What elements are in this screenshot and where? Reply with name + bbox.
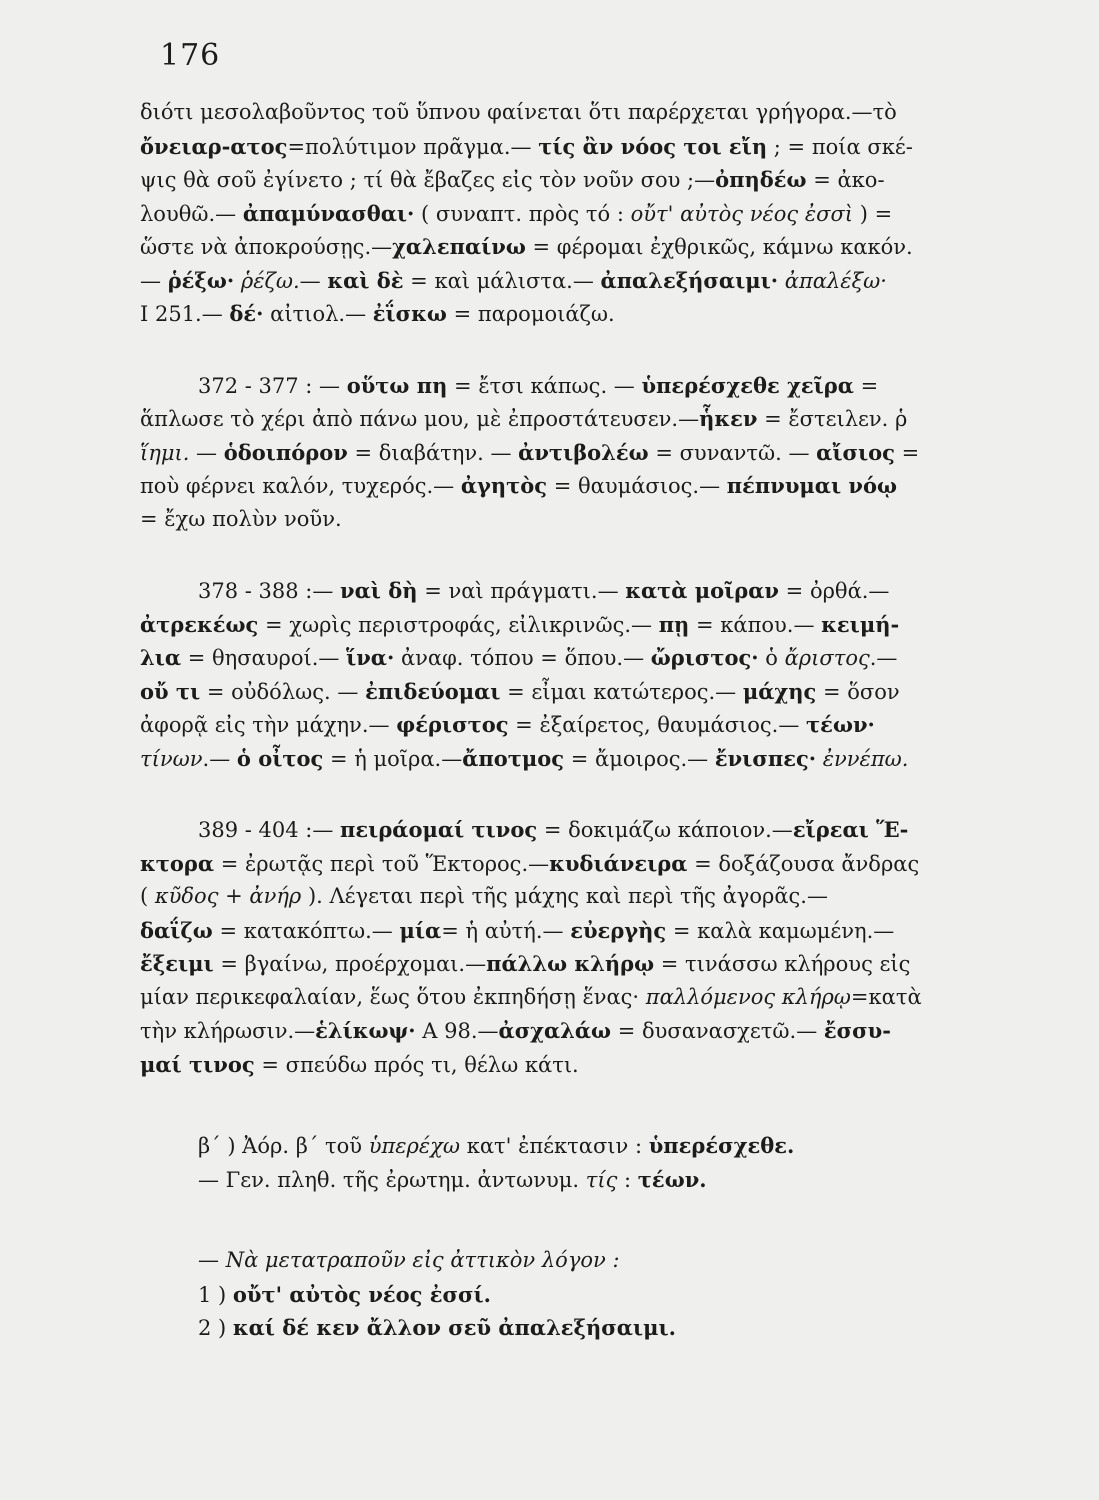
gloss-text: 389 - 404 :—: [198, 818, 341, 842]
gloss-text: 378 - 388 :—: [198, 579, 341, 603]
headword: ὁ οἶτος: [236, 745, 324, 771]
headword: δέ·: [229, 301, 264, 326]
gloss-text: Ι 251.—: [140, 302, 230, 326]
text-line: [140, 914, 1020, 948]
citation: ἀπαλέξω·: [784, 268, 887, 293]
headword: φέριστος: [396, 712, 509, 737]
gloss-text: =πολύτιμον πρᾶγμα.—: [287, 134, 539, 159]
headword: εἴρεαι Ἕ-: [792, 817, 909, 842]
gloss-text: = θαυμάσιος.—: [547, 474, 727, 498]
gloss-text: = ἀκο-: [806, 168, 885, 192]
gloss-text: = ὀρθά.—: [779, 579, 890, 603]
gloss-text: = βγαίνω, προέρχομαι.—: [213, 952, 487, 976]
headword: ἧκεν: [699, 406, 758, 431]
paragraph: [140, 1244, 1020, 1345]
gloss-text: = ἔτσι κάπως. —: [447, 373, 642, 398]
headword: λια: [140, 645, 182, 670]
text-line: [140, 1278, 1020, 1312]
commentary-body: [140, 96, 1020, 1345]
headword: ἵνα·: [346, 645, 395, 670]
citation: οὔτ' αὐτὸς νέος ἐσσὶ: [630, 201, 854, 226]
text-line: [140, 436, 1020, 470]
text-line: [140, 264, 1020, 298]
gloss-text: — Γεν. πληθ. τῆς ἐρωτημ. ἀντωνυμ.: [198, 1167, 586, 1192]
headword: ἐπιδεύομαι: [365, 678, 501, 704]
gloss-text: β΄ ) Ἀόρ. β΄ τοῦ: [198, 1134, 369, 1158]
text-line: [140, 1014, 1020, 1048]
paragraph: [140, 574, 1020, 775]
gloss-text: = καὶ μάλιστα.—: [403, 268, 601, 293]
gloss-text: :: [617, 1167, 638, 1192]
headword: πάλλω κλήρῳ: [486, 951, 655, 976]
headword: ἐΐσκω: [372, 301, 447, 326]
citation: ὑπερέχω: [368, 1134, 461, 1158]
gloss-text: = ἡ μοῖρα.—: [323, 746, 463, 771]
headword: ὁδοιπόρον: [223, 439, 348, 465]
text-line: [140, 1163, 1020, 1197]
text-line: [140, 130, 1020, 164]
citation: Νὰ μετατραποῦν εἰς ἀττικὸν λόγον :: [225, 1248, 620, 1272]
text-line: [140, 1311, 1020, 1345]
gloss-text: = συναντῶ. —: [648, 440, 817, 465]
text-line: [140, 1048, 1020, 1082]
gloss-text: =: [853, 373, 879, 398]
citation: τίνων: [140, 746, 203, 771]
gloss-text: ἀναφ. τόπου = ὅπου.—: [394, 646, 651, 670]
paragraph-gap: [140, 1196, 1020, 1244]
headword: καὶ δὲ: [327, 267, 404, 293]
gloss-text: ( συναπτ. πρὸς τό :: [414, 201, 631, 226]
citation: κῦδος + ἀνήρ: [154, 884, 302, 908]
headword: κυδιάνειρα: [549, 850, 688, 876]
headword: καί δέ κεν ἄλλον σεῦ ἀπαλεξήσαιμι.: [232, 1315, 676, 1340]
gloss-text: = σπεύδω πρός τι, θέλω κάτι.: [254, 1052, 579, 1077]
gloss-text: αἰτιολ.—: [263, 302, 373, 326]
citation: ἐννέπω.: [822, 746, 909, 771]
gloss-text: = ἐξαίρετος, θαυμάσιος.—: [508, 713, 807, 737]
headword: μαί τινος: [140, 1051, 255, 1077]
page-number: 176: [160, 38, 221, 73]
citation: παλλόμενος κλήρῳ: [645, 984, 851, 1009]
gloss-text: ). Λέγεται περὶ τῆς μάχης καὶ περὶ τῆς ἀγορᾶς.—: [301, 884, 828, 908]
text-line: [140, 981, 1020, 1015]
text-line: [140, 402, 1020, 436]
headword: ἀσχαλάω: [498, 1018, 612, 1043]
gloss-text: = οὐδόλως. —: [200, 679, 366, 704]
headword: ὑπερέσχεθε.: [648, 1133, 795, 1158]
gloss-text: ὥστε νὰ ἀποκρούσῃς.—: [140, 235, 393, 259]
headword: μία: [399, 917, 442, 943]
gloss-text: =: [894, 440, 920, 465]
paragraph-gap: [140, 331, 1020, 369]
headword: πέπνυμαι νόῳ: [726, 473, 897, 498]
gloss-text: ὁ: [758, 646, 785, 670]
headword: ἀγητὸς: [460, 473, 548, 498]
gloss-text: = καλὰ καμωμένη.—: [666, 918, 895, 943]
gloss-text: = ὅσον: [816, 679, 900, 704]
gloss-text: .—: [869, 646, 898, 670]
gloss-text: ) =: [853, 201, 893, 226]
paragraph-gap: [140, 775, 1020, 813]
gloss-text: [778, 269, 785, 293]
text-line: [140, 641, 1020, 675]
gloss-text: =κατὰ: [850, 984, 922, 1009]
gloss-text: —: [189, 440, 224, 465]
gloss-text: 1 ): [198, 1282, 233, 1307]
headword: τίς ἂν νόος τοι εἴη: [538, 133, 768, 159]
gloss-text: = ἔστειλεν. ῥ: [757, 407, 908, 431]
gloss-text: = ἐρωτᾷς περὶ τοῦ Ἕκτορος.—: [214, 851, 550, 876]
gloss-text: = θησαυροί.—: [181, 646, 347, 670]
headword: μάχης: [742, 678, 817, 704]
text-line: [140, 675, 1020, 709]
gloss-text: = τινάσσω κλήρους εἰς: [654, 952, 911, 976]
gloss-text: διότι μεσολαβοῦντος τοῦ ὕπνου φαίνεται ὅτι παρέρχεται γρήγορα.—: [140, 100, 873, 124]
headword: ὑπερέσχεθε χεῖρα: [641, 372, 854, 398]
gloss-text: ἀφορᾷ εἰς τὴν μάχην.—: [140, 713, 397, 737]
gloss-text: μίαν περικεφαλαίαν, ἕως ὅτου ἐκπηδήσῃ ἕνας·: [140, 984, 646, 1009]
gloss-text: [816, 747, 823, 771]
headword: ἀπαμύνασθαι·: [242, 200, 415, 226]
gloss-text: ἅπλωσε τὸ χέρι ἀπὸ πάνω μου, μὲ ἐπροστάτευσεν.—: [140, 407, 700, 431]
gloss-text: 372 - 377 : —: [198, 373, 347, 398]
headword: ὄνειαρ-ατος: [140, 133, 288, 159]
headword: εὐεργὴς: [570, 917, 667, 943]
gloss-text: κατ' ἐπέκτασιν :: [460, 1134, 649, 1158]
gloss-text: —: [140, 268, 168, 293]
headword: τέων·: [806, 712, 875, 737]
headword: ἔσσυ-: [823, 1018, 891, 1043]
gloss-text: = ἡ αὐτή.—: [441, 918, 571, 943]
gloss-text: [234, 269, 241, 293]
gloss-text: ; = ποία σκέ-: [767, 134, 913, 159]
paragraph-gap: [140, 1081, 1020, 1129]
gloss-text: Α 98.—: [415, 1019, 499, 1043]
headword: δαΐζω: [140, 917, 213, 943]
headword: ἑλίκωψ·: [315, 1018, 416, 1043]
gloss-text: = φέρομαι ἐχθρικῶς, κάμνω κακόν.: [525, 235, 913, 259]
citation: ῥέζω.: [240, 268, 300, 293]
paragraph: [140, 369, 1020, 537]
text-line: [140, 742, 1020, 776]
text-line: [140, 369, 1020, 403]
text-line: [140, 230, 1020, 264]
gloss-text: = δυσανασχετῶ.—: [611, 1019, 824, 1043]
headword: ῥέξω·: [167, 267, 235, 293]
gloss-text: = διαβάτην. —: [347, 440, 519, 465]
text-line: [140, 1244, 1020, 1278]
text-line: [140, 163, 1020, 197]
paragraph-gap: [140, 536, 1020, 574]
headword: τέων.: [637, 1166, 707, 1192]
headword: ὤριστος·: [650, 645, 759, 670]
citation: ἄριστος: [784, 646, 870, 670]
headword: κατὰ μοῖραν: [625, 578, 779, 603]
gloss-text: = εἶμαι κατώτερος.—: [500, 679, 743, 704]
headword: ἄποτμος: [462, 745, 565, 771]
text-line: [140, 847, 1020, 881]
paragraph: [140, 813, 1020, 1081]
headword: πειράομαί τινος: [340, 817, 538, 842]
citation: τίς: [585, 1167, 618, 1192]
gloss-text: = κάπου.—: [689, 612, 822, 637]
gloss-text: ψις θὰ σοῦ ἐγίνετο ; τί θὰ ἔβαζες εἰς τὸν νοῦν σου ;—: [140, 168, 716, 192]
gloss-text: —: [198, 1248, 226, 1272]
headword: ἔνισπες·: [714, 745, 817, 771]
gloss-text: .—: [202, 746, 237, 771]
headword: οὔ τι: [140, 678, 201, 704]
headword: ἀντιβολέω: [518, 439, 649, 465]
gloss-text: = παρομοιάζω.: [446, 302, 615, 326]
headword: κειμή-: [821, 611, 900, 637]
gloss-text: ποὺ φέρνει καλόν, τυχερός.—: [140, 474, 461, 498]
gloss-text: = δοξάζουσα ἄνδρας: [687, 851, 920, 876]
gloss-text: (: [140, 884, 155, 908]
text-line: [140, 96, 1020, 130]
headword: ἔξειμι: [140, 951, 214, 976]
headword: πῃ: [658, 611, 690, 637]
gloss-text: 2 ): [198, 1316, 233, 1340]
text-line: [140, 297, 1020, 331]
headword: αἴσιος: [816, 439, 895, 465]
text-line: [140, 197, 1020, 231]
headword: ὀπηδέω: [715, 167, 807, 192]
headword: ἀτρεκέως: [140, 611, 259, 637]
gloss-text: τὸ: [872, 100, 897, 124]
gloss-text: = δοκιμάζω κάποιον.—: [537, 818, 793, 842]
gloss-text: λουθῶ.—: [140, 201, 243, 226]
gloss-text: = κατακόπτω.—: [212, 918, 400, 943]
headword: ναὶ δὴ: [340, 578, 418, 603]
text-line: [140, 1129, 1020, 1163]
headword: οὕτω πη: [346, 372, 448, 398]
text-line: [140, 503, 1020, 537]
gloss-text: = χωρὶς περιστροφάς, εἰλικρινῶς.—: [258, 612, 659, 637]
text-line: [140, 947, 1020, 981]
gloss-text: τὴν κλήρωσιν.—: [140, 1019, 316, 1043]
text-line: [140, 608, 1020, 642]
citation: ἵημι.: [140, 440, 190, 465]
headword: οὔτ' αὐτὸς νέος ἐσσί.: [232, 1281, 491, 1307]
gloss-text: —: [299, 268, 328, 293]
text-line: [140, 469, 1020, 503]
headword: ἀπαλεξήσαιμι·: [600, 267, 779, 293]
gloss-text: = ἄμοιρος.—: [564, 746, 715, 771]
headword: χαλεπαίνω: [392, 234, 526, 259]
gloss-text: = ἔχω πολὺν νοῦν.: [140, 506, 342, 531]
headword: κτορα: [140, 850, 215, 876]
text-line: [140, 708, 1020, 742]
text-line: [140, 574, 1020, 608]
paragraph: [140, 96, 1020, 331]
text-line: [140, 813, 1020, 847]
text-line: [140, 880, 1020, 914]
gloss-text: = ναὶ πράγματι.—: [417, 579, 626, 603]
paragraph: [140, 1129, 1020, 1196]
